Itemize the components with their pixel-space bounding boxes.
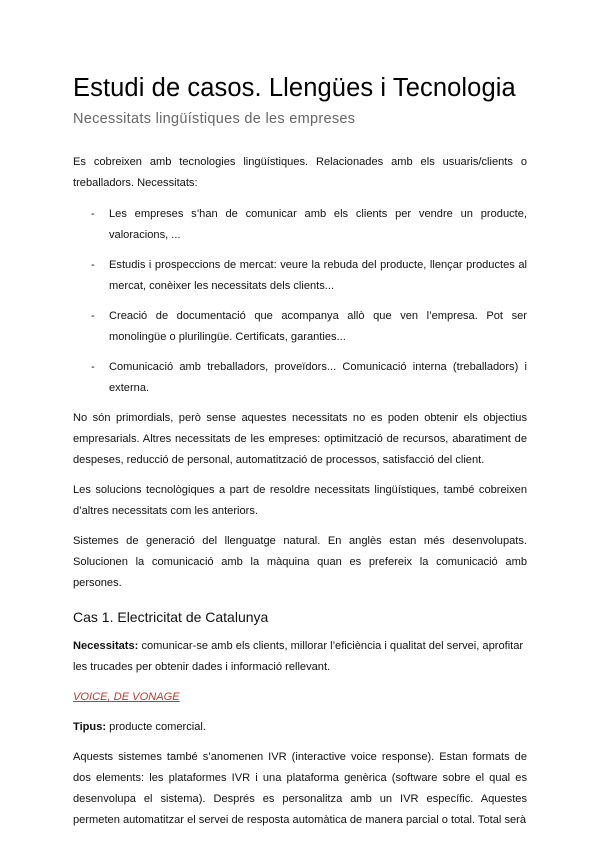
paragraph-ivr: Aquests sistemes també s’anomenen IVR (interactive voice response). Estan formats de dos elements: les plataformes IVR i una plataforma genèrica (software sobre el qual es desenvolupa el sistema). Després es personalitza amb un IVR específic. Aquestes permeten automatitzar el servei de resposta automàtica de manera parcial o total. Total serà xyxy=(73,751,527,826)
list-item: - Estudis i prospeccions de mercat: veure la rebuda del producte, llençar productes al mercat, conèixer les necessitats dels clients... xyxy=(91,255,527,297)
paragraph-sistemes: Sistemes de generació del llenguatge natural. En anglès estan més desenvolupats. Solucionen la comunicació amb la màquina quan es prefereix la comunicació amb persones. xyxy=(73,535,527,589)
needs-list xyxy=(73,204,527,399)
page-subtitle: Necessitats lingüístiques de les empreses xyxy=(73,111,356,127)
needs-paragraph xyxy=(73,636,527,678)
voice-vonage-link[interactable]: VOICE, DE VONAGE xyxy=(73,691,180,703)
list-item: - Les empreses s’han de comunicar amb els clients per vendre un producte, valoracions, ... xyxy=(91,204,527,246)
type-label: Tipus: xyxy=(73,721,107,733)
list-item: - Creació de documentació que acompanya allò que ven l’empresa. Pot ser monolingüe o plurilingüe. Certificats, garanties... xyxy=(91,306,527,348)
dash-bullet: - xyxy=(91,361,95,373)
product-link-paragraph xyxy=(73,687,527,708)
type-paragraph xyxy=(73,717,527,738)
intro-paragraph: Es cobreixen amb tecnologies lingüístiques. Relacionades amb els usuaris/clients o treballadors. Necessitats: xyxy=(73,156,527,189)
dash-bullet: - xyxy=(91,310,95,322)
type-text: producte comercial. xyxy=(106,721,206,733)
case-heading: Cas 1. Electricitat de Catalunya xyxy=(73,609,269,625)
paragraph-solucions: Les solucions tecnològiques a part de resoldre necessitats lingüístiques, també cobreixen d’altres necessitats com les anteriors. xyxy=(73,484,527,517)
page-title: Estudi de casos. Llengües i Tecnologia xyxy=(73,74,516,102)
dash-bullet: - xyxy=(91,259,95,271)
needs-text: comunicar-se amb els clients, millorar l’eficiència i qualitat del servei, aprofitar les trucades per obtenir dades i informació rellevant. xyxy=(73,640,524,673)
dash-bullet: - xyxy=(91,208,95,220)
list-item: - Comunicació amb treballadors, proveïdors... Comunicació interna (treballadors) i externa. xyxy=(91,357,527,399)
paragraph-primordials: No són primordials, però sense aquestes necessitats no es poden obtenir els objectius empresarials. Altres necessitats de les empreses: optimització de recursos, abaratiment de despeses, reducció de personal, automatització de processos, satisfacció del client. xyxy=(73,412,527,466)
needs-label: Necessitats: xyxy=(73,640,139,652)
